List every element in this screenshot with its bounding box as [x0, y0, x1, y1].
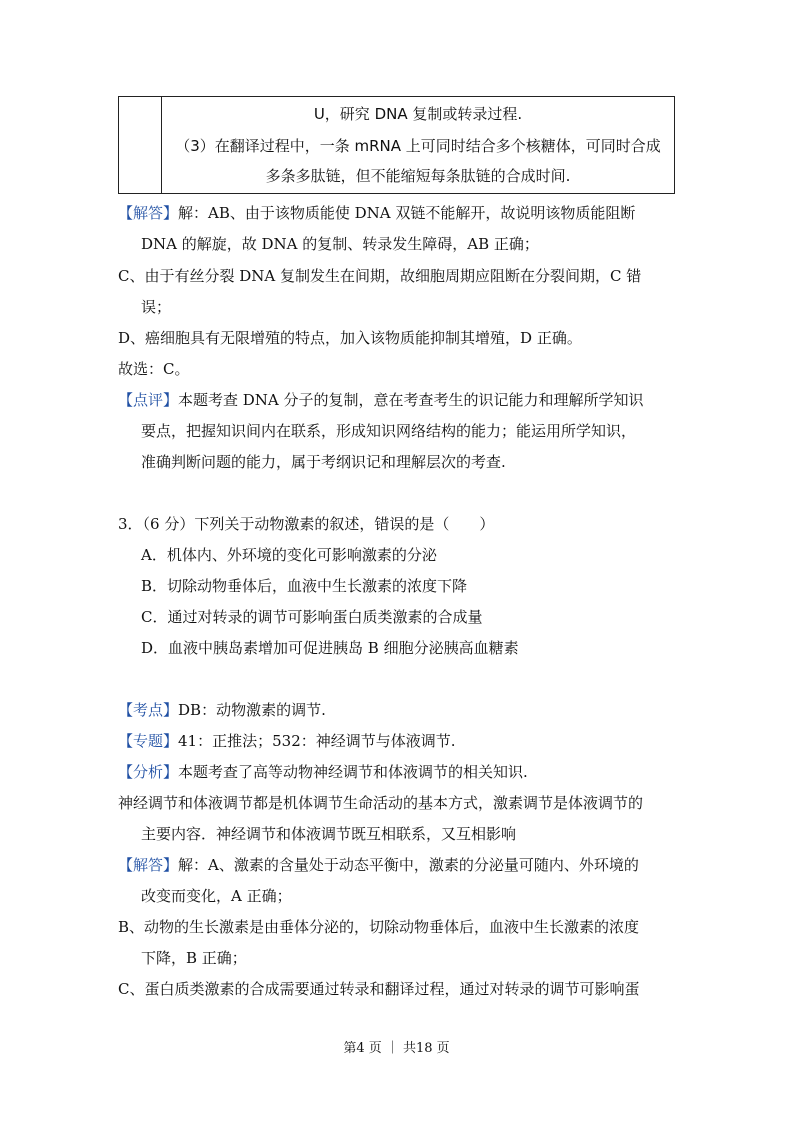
q2-answer-line-5: D、癌细胞具有无限增殖的特点，加入该物质能抑制其增殖，D 正确。 — [118, 329, 582, 347]
q3-answer-line-2: 改变而变化，A 正确； — [141, 887, 292, 905]
q2-comment-line-2: 要点，把握知识间内在联系，形成知识网络结构的能力；能运用所学知识， — [141, 422, 637, 440]
fenxi-tag: 【分析】 — [118, 763, 179, 781]
q2-comment-line-3: 准确判断问题的能力，属于考纲识记和理解层次的考查. — [141, 453, 506, 471]
fenxi-line-3: 主要内容．神经调节和体液调节既互相联系，又互相影响 — [141, 825, 517, 843]
q2-comment-text-1: 本题考查 DNA 分子的复制，意在考查考生的识记能力和理解所学知识 — [178, 391, 644, 409]
q3-stem: 3．（6 分）下列关于动物激素的叙述，错误的是（ ） — [118, 515, 495, 533]
kaodian-line — [118, 700, 326, 720]
q2-comment-line-1 — [118, 390, 644, 410]
q3-answer-text-1: 解：A、激素的含量处于动态平衡中，激素的分泌量可随内、外环境的 — [178, 856, 639, 874]
q3-option-d: D．血液中胰岛素增加可促进胰岛 B 细胞分泌胰高血糖素 — [141, 639, 519, 657]
answer3-tag: 【解答】 — [118, 856, 179, 874]
answer-table-fragment — [118, 96, 675, 194]
zhuanti-text: 41：正推法；532：神经调节与体液调节. — [178, 732, 456, 750]
kaodian-tag: 【考点】 — [118, 701, 179, 719]
q2-answer-line-3: C、由于有丝分裂 DNA 复制发生在间期，故细胞周期应阻断在分裂间期，C 错 — [118, 267, 642, 285]
q3-option-c: C．通过对转录的调节可影响蛋白质类激素的合成量 — [141, 608, 483, 626]
q2-answer-line-4: 误； — [141, 298, 172, 316]
q2-answer-line-2: DNA 的解旋，故 DNA 的复制、转录发生障碍，AB 正确； — [141, 235, 539, 253]
page-footer: 第4 页 ｜ 共18 页 — [343, 1041, 450, 1056]
q3-answer-line-3: B、动物的生长激素是由垂体分泌的，切除动物垂体后，血液中生长激素的浓度 — [118, 918, 640, 936]
zhuanti-line — [118, 731, 456, 751]
q2-answer-line-1 — [118, 203, 635, 223]
fenxi-line-1 — [118, 762, 528, 782]
q3-answer-line-1 — [118, 855, 639, 875]
q3-option-a: A．机体内、外环境的变化可影响激素的分泌 — [141, 546, 437, 564]
zhuanti-tag: 【专题】 — [118, 732, 179, 750]
kaodian-text: DB：动物激素的调节. — [178, 701, 326, 719]
q2-answer-text-1: 解：AB、由于该物质能使 DNA 双链不能解开，故说明该物质能阻断 — [178, 204, 636, 222]
fenxi-text-1: 本题考查了高等动物神经调节和体液调节的相关知识. — [178, 763, 528, 781]
table-line-2: （3）在翻译过程中，一条 mRNA 上可同时结合多个核糖体，可同时合成 — [175, 137, 661, 155]
q2-answer-line-6: 故选：C。 — [118, 360, 190, 378]
fenxi-line-2: 神经调节和体液调节都是机体调节生命活动的基本方式，激素调节是体液调节的 — [118, 794, 644, 812]
q3-option-b: B．切除动物垂体后，血液中生长激素的浓度下降 — [141, 577, 468, 595]
table-cell — [162, 97, 674, 193]
q3-answer-line-5: C、蛋白质类激素的合成需要通过转录和翻译过程，通过对转录的调节可影响蛋 — [118, 980, 640, 998]
table-line-1: U，研究 DNA 复制或转录过程. — [313, 105, 523, 123]
q3-answer-line-4: 下降，B 正确； — [141, 949, 247, 967]
answer-tag: 【解答】 — [118, 204, 179, 222]
table-line-3: 多条多肽链，但不能缩短每条肽链的合成时间. — [265, 167, 571, 185]
comment-tag: 【点评】 — [118, 391, 179, 409]
